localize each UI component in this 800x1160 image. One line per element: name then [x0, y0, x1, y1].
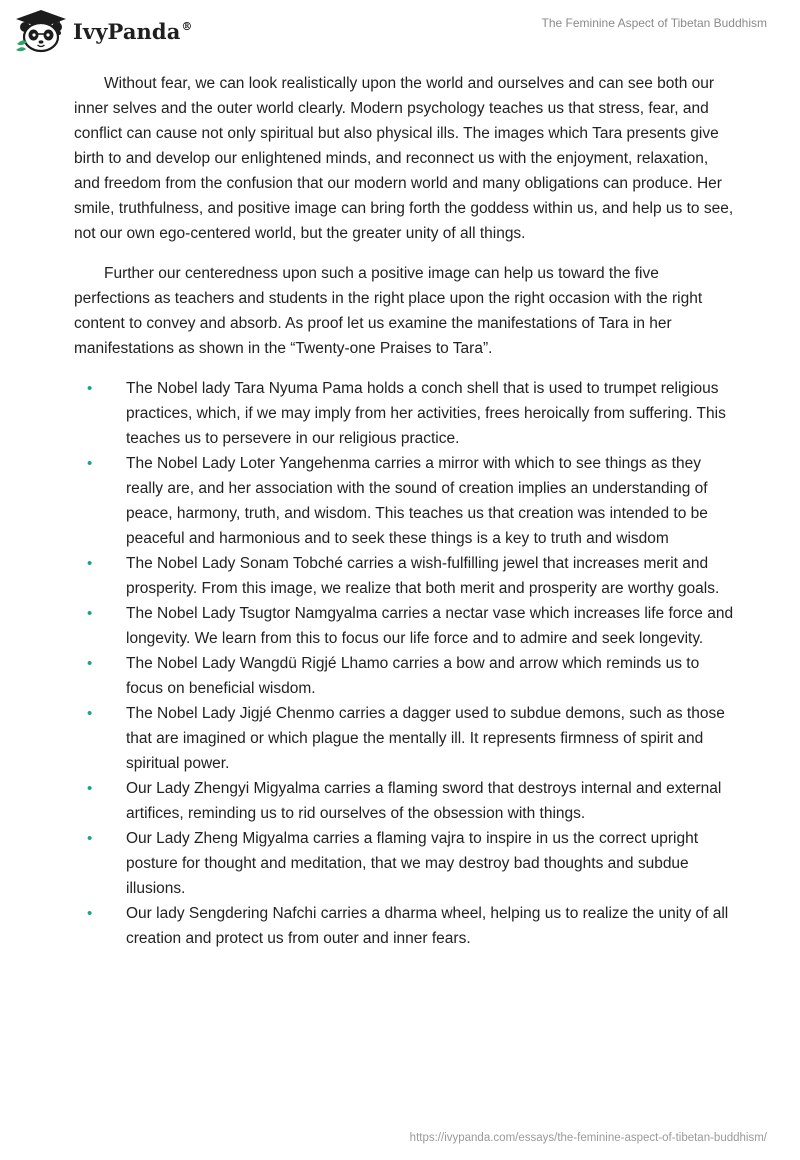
bullet-icon: •: [87, 705, 93, 722]
list-item: [74, 701, 734, 776]
document-title: The Feminine Aspect of Tibetan Buddhism: [541, 16, 767, 30]
list-item: [74, 651, 734, 701]
bullet-icon: •: [87, 455, 93, 472]
list-item-text: Our lady Sengdering Nafchi carries a dharma wheel, helping us to realize the unity of all creation and protect us from outer and inner fears.: [126, 905, 729, 947]
brand-name: IvyPanda®: [73, 18, 193, 44]
bullet-icon: •: [87, 830, 93, 847]
registered-mark: ®: [181, 19, 193, 33]
list-item: [74, 901, 734, 951]
list-item-text: The Nobel lady Tara Nyuma Pama holds a conch shell that is used to trumpet religious practices, which, if we may imply from her activities, frees heroically from suffering. This teaches us to persevere in our religious practice.: [126, 380, 726, 447]
page-header: [0, 0, 800, 60]
list-item: [74, 376, 734, 451]
ivypanda-logo[interactable]: [14, 8, 193, 54]
list-item-text: The Nobel Lady Wangdü Rigjé Lhamo carries a bow and arrow which reminds us to focus on beneficial wisdom.: [126, 655, 700, 697]
list-item-text: Our Lady Zhengyi Migyalma carries a flaming sword that destroys internal and external artifices, reminding us to rid ourselves of the obsession with things.: [126, 780, 722, 822]
list-item: [74, 551, 734, 601]
bullet-icon: •: [87, 905, 93, 922]
list-item-text: The Nobel Lady Tsugtor Namgyalma carries a nectar vase which increases life force and longevity. We learn from this to focus our life force and to admire and seek longevity.: [126, 605, 734, 647]
bullet-icon: •: [87, 780, 93, 797]
list-item-text: Our Lady Zheng Migyalma carries a flaming vajra to inspire in us the correct upright posture for thought and meditation, that we may destroy bad thoughts and subdue illusions.: [126, 830, 699, 897]
list-item-text: The Nobel Lady Sonam Tobché carries a wish-fulfilling jewel that increases merit and prosperity. From this image, we realize that both merit and prosperity are worthy goals.: [126, 555, 720, 597]
list-item: [74, 601, 734, 651]
panda-graduate-icon: [14, 8, 68, 54]
bullet-icon: •: [87, 605, 93, 622]
list-item: [74, 451, 734, 551]
praises-list: [74, 376, 734, 951]
essay-body: [74, 71, 734, 951]
bullet-icon: •: [87, 555, 93, 572]
list-item: [74, 826, 734, 901]
bullet-icon: •: [87, 655, 93, 672]
paragraph: Further our centeredness upon such a positive image can help us toward the five perfections as teachers and students in the right place upon the right occasion with the right content to convey and absorb. As proof let us examine the manifestations of Tara in her manifestations as shown in the “Twenty-one Praises to Tara”.: [74, 265, 703, 357]
bullet-icon: •: [87, 380, 93, 397]
paragraph: Without fear, we can look realistically upon the world and ourselves and can see both our inner selves and the outer world clearly. Modern psychology teaches us that stress, fear, and conflict can cause not only spiritual but also physical ills. The images which Tara presents give birth to and develop our enlightened minds, and reconnect us with the enjoyment, relaxation, and freedom from the confusion that our modern world and many obligations can produce. Her smile, truthfulness, and positive image can bring forth the goddess within us, and help us to see, not our own ego-centered world, but the greater unity of all things.: [74, 75, 734, 242]
source-url-link[interactable]: https://ivypanda.com/essays/the-feminine-aspect-of-tibetan-buddhism/: [409, 1132, 767, 1144]
list-item-text: The Nobel Lady Jigjé Chenmo carries a dagger used to subdue demons, such as those that are imagined or which plague the mentally ill. It represents firmness of spirit and spiritual power.: [126, 705, 725, 772]
list-item-text: The Nobel Lady Loter Yangehenma carries a mirror with which to see things as they really are, and her association with the sound of creation implies an understanding of peace, harmony, truth, and wisdom. This teaches us that creation was intended to be peaceful and harmonious and to seek these things is a key to truth and wisdom: [126, 455, 708, 547]
list-item: [74, 776, 734, 826]
